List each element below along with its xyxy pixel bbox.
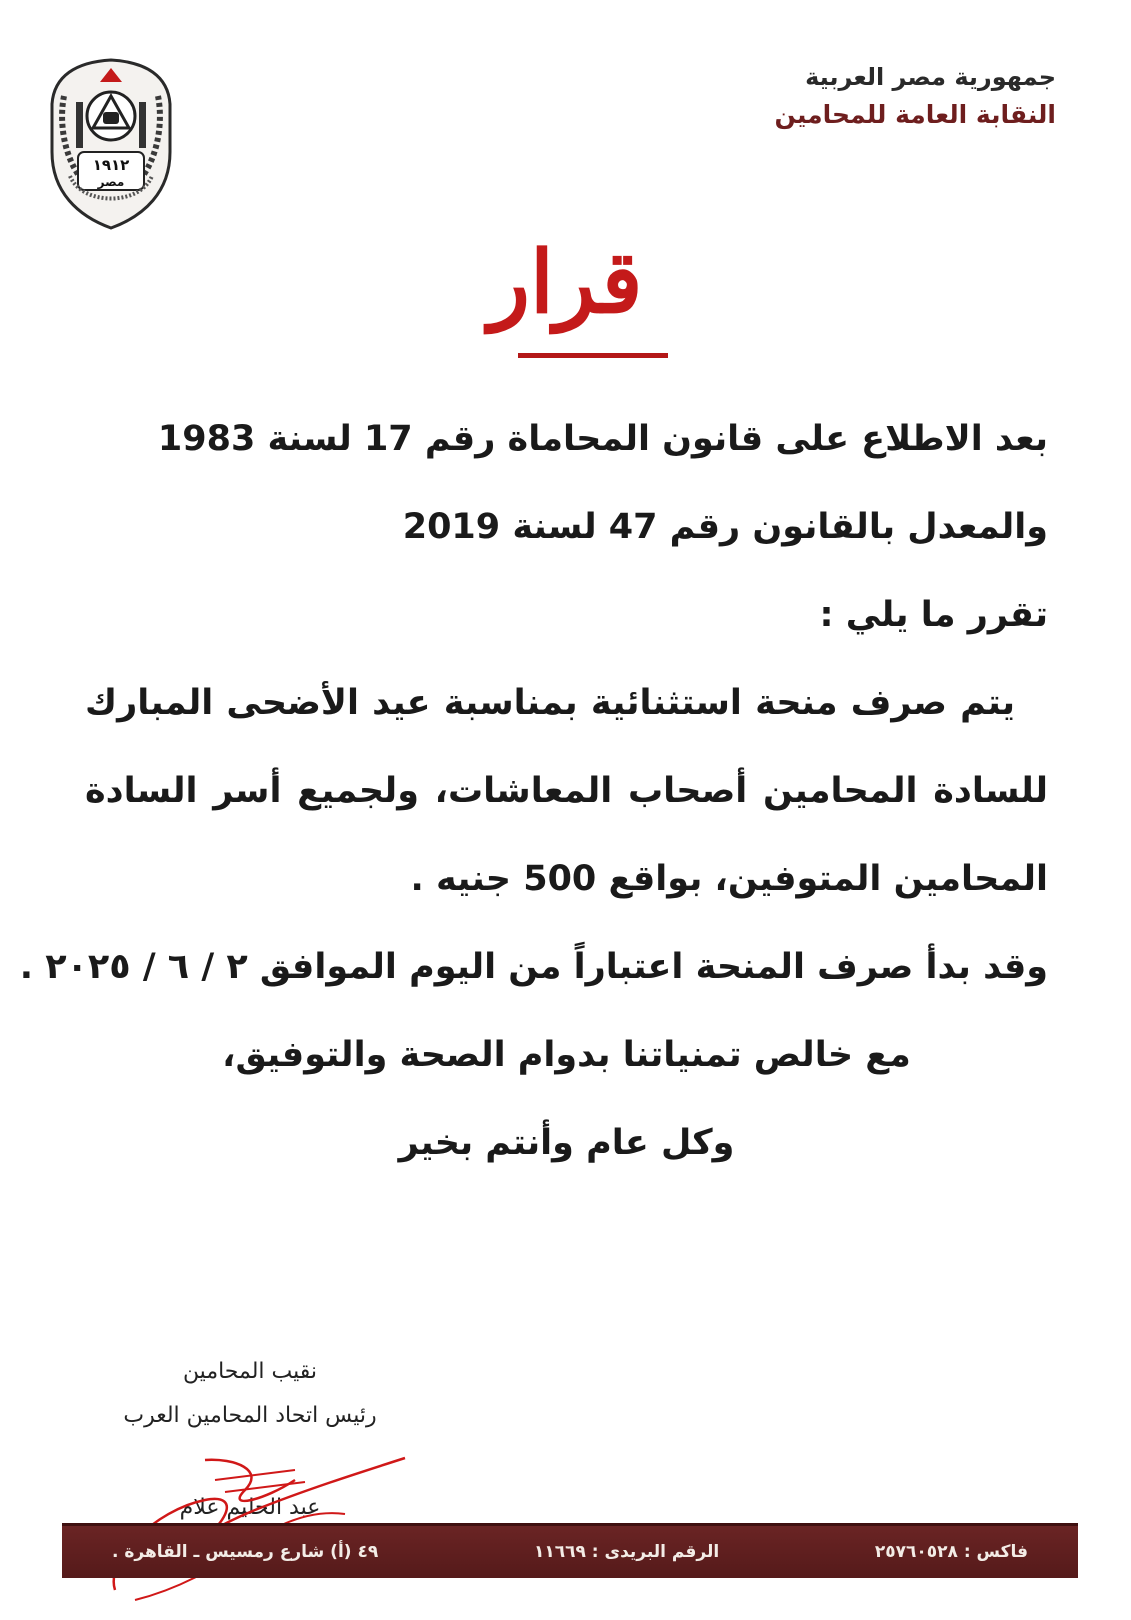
closing-wishes: مع خالص تمنياتنا بدوام الصحة والتوفيق، xyxy=(222,1035,911,1075)
closing-greeting: وكل عام وأنتم بخير xyxy=(398,1123,735,1163)
footer-fax: فاكس : ٢٥٧٦٠٥٢٨ xyxy=(874,1542,1028,1562)
footer-band xyxy=(62,1523,1078,1578)
grant-paragraph-line-3: المحامين المتوفين، بواقع 500 جنيه . xyxy=(410,859,1048,899)
seal-year: ١٩١٢ xyxy=(92,156,130,174)
seal-place: مصر xyxy=(97,175,125,189)
footer-postal-code: الرقم البريدى : ١١٦٦٩ xyxy=(533,1542,720,1562)
decision-intro: تقرر ما يلي : xyxy=(819,595,1048,635)
preamble-line-2: والمعدل بالقانون رقم 47 لسنة 2019 xyxy=(402,507,1048,547)
decision-body xyxy=(19,395,1048,1187)
grant-paragraph-line-1: يتم صرف منحة استثنائية بمناسبة عيد الأضحى المبارك xyxy=(85,683,1015,723)
title-underline xyxy=(518,353,668,358)
signatory-name: عبد الحليم علام xyxy=(179,1495,321,1520)
country-name: جمهورية مصر العربية xyxy=(805,63,1056,91)
preamble-line-1: بعد الاطلاع على قانون المحاماة رقم 17 لسنة 1983 xyxy=(157,419,1048,459)
organization-name: النقابة العامة للمحامين xyxy=(774,100,1056,129)
signatory-title-2: رئيس اتحاد المحامين العرب xyxy=(123,1403,377,1428)
bar-association-seal-icon xyxy=(48,56,174,232)
grant-paragraph-line-2: للسادة المحامين أصحاب المعاشات، ولجميع أسر السادة xyxy=(85,771,1048,811)
start-date-paragraph: وقد بدأ صرف المنحة اعتباراً من اليوم الموافق ٢ / ٦ / ٢٠٢٥ . xyxy=(19,947,1048,987)
signatory-title-1: نقيب المحامين xyxy=(182,1359,318,1384)
decision-title: قرار xyxy=(488,232,643,333)
footer-address: ٤٩ (أ) شارع رمسيس ـ القاهرة . xyxy=(112,1542,379,1562)
letterhead xyxy=(656,58,1056,134)
